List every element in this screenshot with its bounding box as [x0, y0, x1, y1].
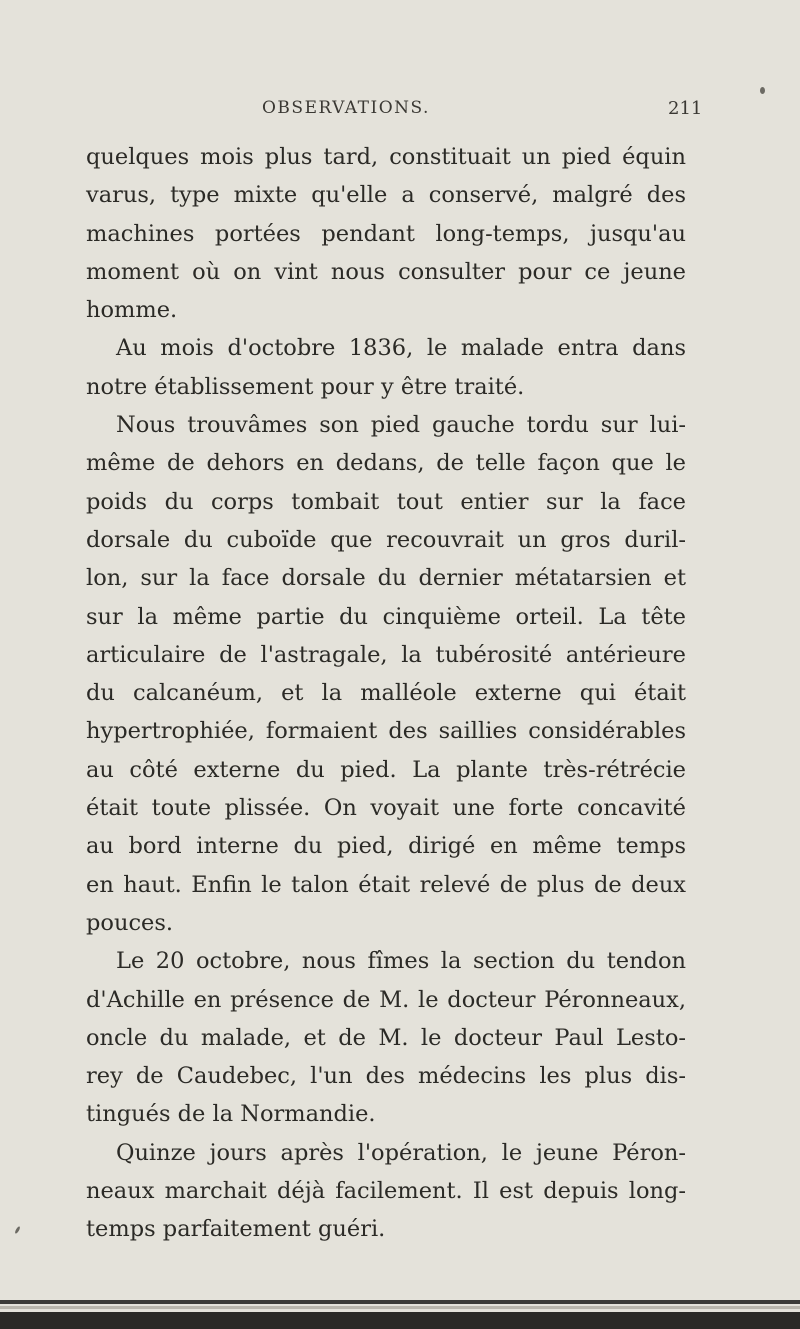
text-line: machines portées pendant long-temps, jusqu'au [86, 220, 686, 247]
text-line: Quinze jours après l'opération, le jeune Péron- [116, 1139, 686, 1166]
running-head [0, 98, 800, 128]
ink-speck [14, 1226, 21, 1234]
text-line: temps parfaitement guéri. [86, 1216, 386, 1243]
text-line: du calcanéum, et la malléole externe qui était [86, 680, 686, 707]
body-text [86, 138, 686, 1249]
text-line: était toute plissée. On voyait une forte concavité [86, 795, 686, 822]
page-edge-shadow [0, 1312, 800, 1329]
text-line: notre établissement pour y être traité. [86, 373, 525, 400]
text-line: articulaire de l'astragale, la tubérosité antérieure [86, 641, 686, 668]
text-line: lon, sur la face dorsale du dernier métatarsien et [86, 565, 686, 592]
text-line: Le 20 octobre, nous fîmes la section du tendon [116, 948, 686, 975]
text-line: quelques mois plus tard, constituait un pied équin [86, 144, 686, 170]
text-line: moment où on vint nous consulter pour ce jeune [86, 258, 686, 285]
text-line: Nous trouvâmes son pied gauche tordu sur lui- [116, 412, 686, 439]
text-line: au bord interne du pied, dirigé en même temps [86, 833, 686, 860]
ink-speck [760, 87, 765, 94]
text-line: pouces. [86, 909, 174, 936]
text-line: hypertrophiée, formaient des saillies considérables [86, 718, 686, 745]
text-line: Au mois d'octobre 1836, le malade entra dans [116, 335, 686, 362]
text-line: sur la même partie du cinquième orteil. La tête [86, 603, 686, 630]
page-edge-shadow [0, 1300, 800, 1304]
text-line: d'Achille en présence de M. le docteur Péronneaux, [86, 986, 686, 1013]
text-line: poids du corps tombait tout entier sur la face [86, 488, 686, 515]
text-line: tingués de la Normandie. [86, 1101, 376, 1128]
text-line: rey de Caudebec, l'un des médecins les plus dis- [86, 1063, 686, 1090]
running-head-title: OBSERVATIONS. [262, 98, 430, 118]
text-line: en haut. Enfin le talon était relevé de plus de deux [86, 871, 686, 898]
text-line: homme. [86, 297, 178, 324]
text-line: oncle du malade, et de M. le docteur Paul Lesto- [86, 1024, 686, 1051]
text-line: même de dehors en dedans, de telle façon que le [86, 450, 686, 477]
text-line: dorsale du cuboïde que recouvrait un gros duril- [86, 526, 686, 553]
page-edge-gap [0, 1306, 800, 1309]
text-line: au côté externe du pied. La plante très-rétrécie [86, 756, 686, 783]
text-line: neaux marchait déjà facilement. Il est depuis long- [86, 1178, 686, 1205]
page-number: 211 [668, 98, 703, 119]
text-line: varus, type mixte qu'elle a conservé, malgré des [86, 182, 686, 209]
